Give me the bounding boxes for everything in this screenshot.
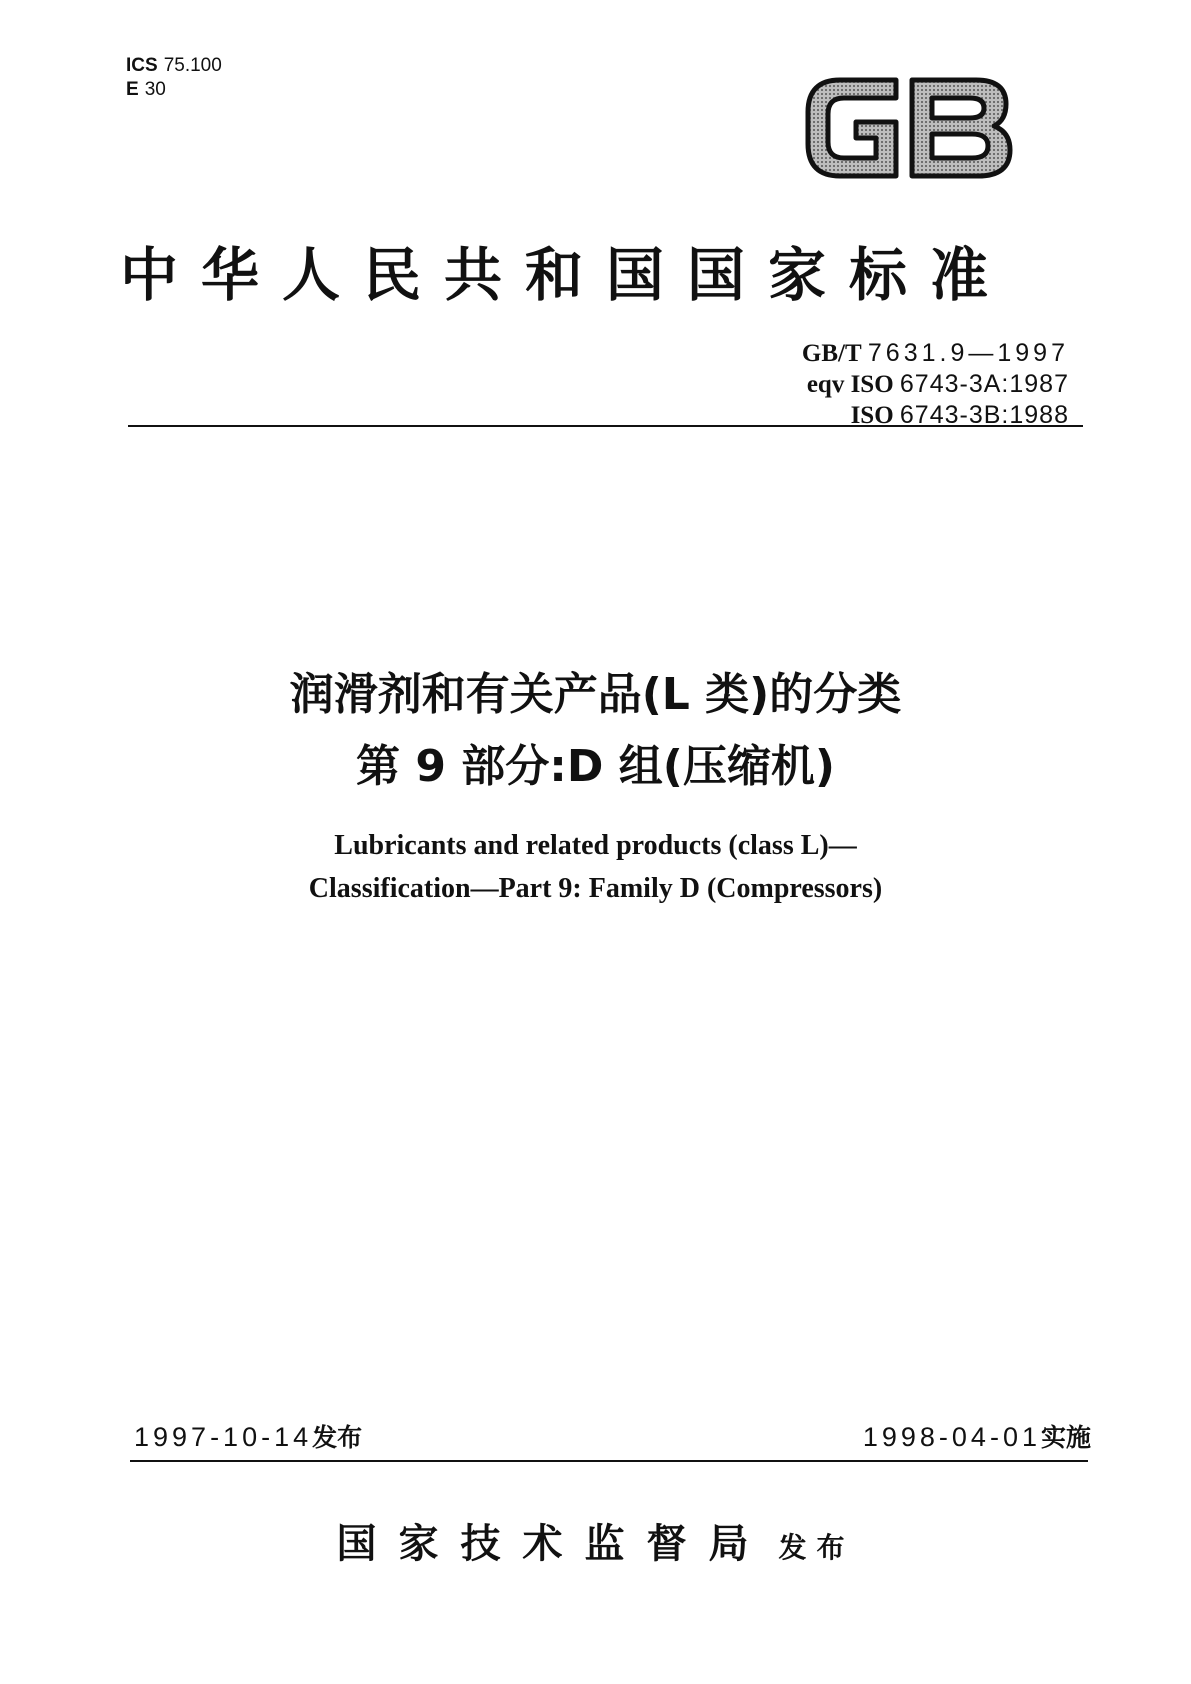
footer-divider	[130, 1460, 1088, 1462]
standard-number-primary	[802, 338, 1069, 369]
standard-prefix: GB/T	[801, 340, 862, 367]
ics-value: 75.100	[163, 55, 222, 76]
standard-numbers	[802, 338, 1069, 431]
national-standard-title: 中华人民共和国国家标准	[120, 241, 1012, 309]
issuer-name: 国家技术监督局	[336, 1520, 771, 1567]
standard-number: 7631.9—1997	[867, 339, 1069, 367]
equivalent-prefix-b: ISO	[850, 402, 894, 429]
equivalent-number-a: 6743-3A:1987	[899, 370, 1069, 398]
english-title-line-2: Classification—Part 9: Family D (Compressors)	[308, 873, 883, 904]
effective-date-label: 实施	[1040, 1423, 1091, 1452]
equivalent-prefix-a: eqv ISO	[806, 371, 894, 398]
ccs-value: 30	[144, 79, 166, 100]
issuing-authority	[0, 1512, 1191, 1569]
chinese-title-line-2: 第 9 部分:D 组(压缩机)	[356, 741, 835, 792]
equivalent-number-b: 6743-3B:1988	[899, 401, 1069, 429]
effective-date-value: 1998-04-01	[862, 1422, 1041, 1452]
issue-date-label: 发布	[312, 1423, 363, 1452]
ics-label: ICS	[126, 55, 158, 76]
chinese-title-line-1: 润滑剂和有关产品(L 类)的分类	[289, 669, 902, 720]
ics-code-row	[126, 54, 222, 78]
ccs-code-row	[126, 78, 222, 102]
english-title-line-1: Lubricants and related products (class L)—	[334, 830, 857, 861]
issue-date-value: 1997-10-14	[134, 1422, 313, 1452]
gb-logo-icon	[800, 72, 1018, 184]
issue-date	[134, 1418, 362, 1454]
issuer-suffix: 发布	[778, 1531, 855, 1564]
equivalent-standard-a	[802, 369, 1069, 400]
header-divider	[128, 425, 1083, 427]
ccs-label: E	[126, 79, 139, 100]
classification-codes	[126, 54, 222, 102]
effective-date	[863, 1418, 1091, 1454]
